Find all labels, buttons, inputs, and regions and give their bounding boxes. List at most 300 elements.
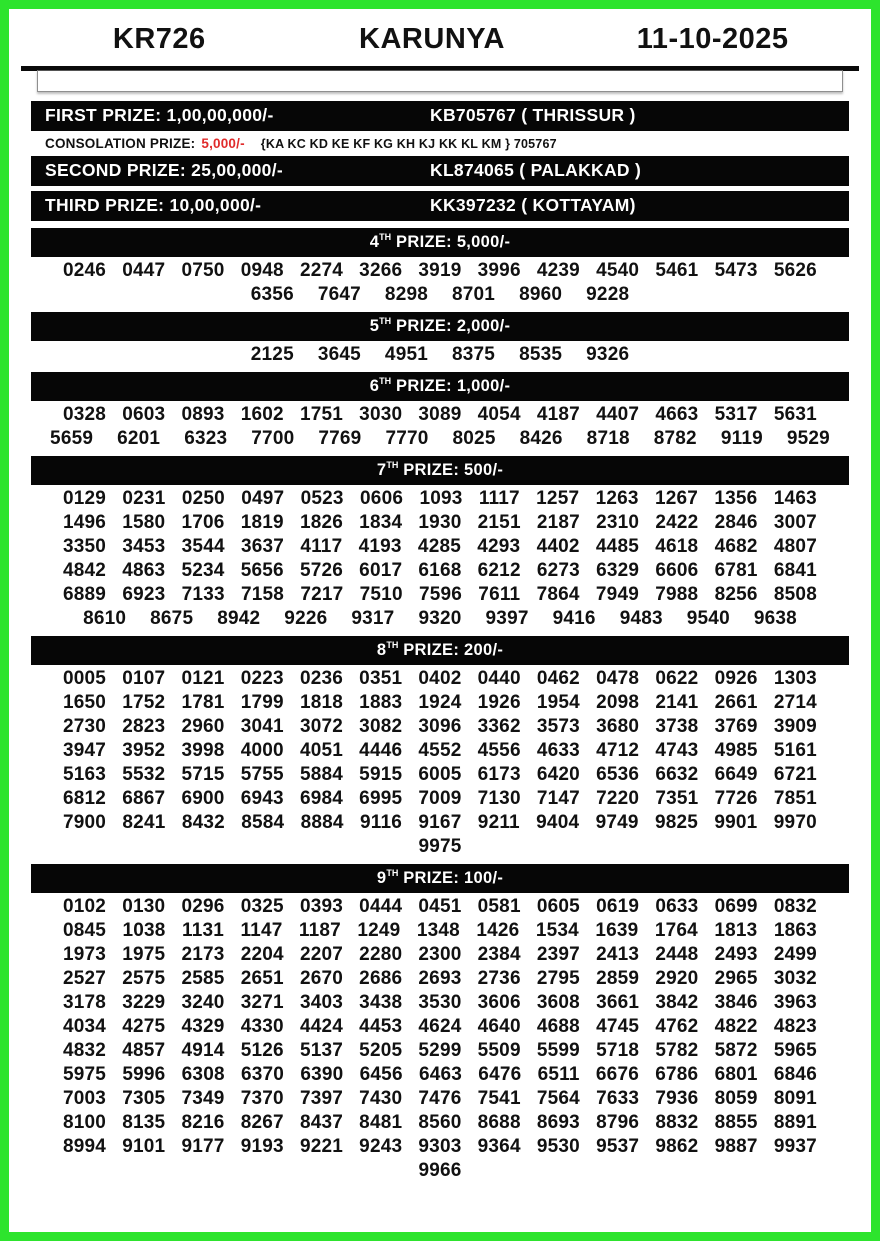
- prize-number: 5317: [714, 404, 758, 425]
- prize-number: 8267: [240, 1112, 284, 1133]
- prize-number: 5965: [773, 1040, 817, 1061]
- prize-number: 1954: [536, 692, 580, 713]
- prize-number: 3530: [418, 992, 462, 1013]
- prize-number: 0107: [122, 668, 166, 689]
- prize-number: 6017: [359, 560, 403, 581]
- prize-number: 5626: [773, 260, 817, 281]
- prize-4th-numbers: [9, 260, 871, 305]
- prize-number: 7936: [655, 1088, 699, 1109]
- prize-number: 7217: [300, 584, 344, 605]
- prize-number: 4633: [536, 740, 580, 761]
- prize-number: 4743: [655, 740, 699, 761]
- prize-number: 3909: [773, 716, 817, 737]
- prize-amount-label: PRIZE: 5,000/-: [391, 233, 511, 251]
- prize-number: 9638: [753, 608, 797, 629]
- prize-number: 6943: [240, 788, 284, 809]
- prize-number: 3738: [655, 716, 699, 737]
- prize-number: 6841: [773, 560, 817, 581]
- prize-number: 2823: [122, 716, 166, 737]
- prize-number: 5872: [714, 1040, 758, 1061]
- prize-5th-banner: [31, 312, 849, 341]
- prize-number-row: [9, 716, 871, 737]
- prize-number: 0845: [63, 920, 107, 941]
- prize-number: 0622: [655, 668, 699, 689]
- prize-number: 1303: [773, 668, 817, 689]
- prize-number: 3573: [536, 716, 580, 737]
- prize-number: 8718: [586, 428, 630, 449]
- prize-number: 0581: [477, 896, 521, 917]
- first-prize-label: FIRST PRIZE: 1,00,00,000/-: [45, 105, 274, 125]
- prize-number: 1826: [299, 512, 344, 533]
- prize-number: 4951: [384, 344, 428, 365]
- prize-number: 6786: [655, 1064, 699, 1085]
- prize-number: 3041: [240, 716, 284, 737]
- prize-number: 1147: [240, 920, 283, 941]
- prize-number: 9537: [596, 1136, 640, 1157]
- prize-number: 9397: [485, 608, 529, 629]
- prize-number: 5163: [63, 764, 107, 785]
- prize-number: 6536: [596, 764, 640, 785]
- prize-amount-label: PRIZE: 2,000/-: [391, 317, 511, 335]
- prize-number-row: [9, 968, 871, 989]
- prize-number-row: [9, 992, 871, 1013]
- prize-number: 8884: [300, 812, 344, 833]
- prize-number: 2204: [240, 944, 284, 965]
- prize-number: 2274: [299, 260, 344, 281]
- header: [9, 9, 871, 62]
- prize-number: 3645: [317, 344, 361, 365]
- prize-number-row: [9, 428, 871, 449]
- prize-number-row: [9, 1136, 871, 1157]
- prize-number: 8091: [773, 1088, 817, 1109]
- consolation-series: {KA KC KD KE KF KG KH KJ KK KL KM } 705767: [260, 137, 557, 151]
- prize-number: 4556: [477, 740, 521, 761]
- prize-number: 9970: [773, 812, 817, 833]
- prize-number: 6606: [655, 560, 699, 581]
- prize-number: 0462: [536, 668, 580, 689]
- draw-date: 11-10-2025: [636, 23, 789, 55]
- prize-number: 7900: [63, 812, 107, 833]
- prize-number: 8508: [773, 584, 817, 605]
- prize-number: 0005: [63, 668, 107, 689]
- prize-9th-numbers: [9, 896, 871, 1181]
- prize-number: 4329: [181, 1016, 225, 1037]
- prize-number: 5532: [122, 764, 166, 785]
- prize-number: 5461: [655, 260, 699, 281]
- prize-number: 7596: [418, 584, 463, 605]
- prize-number-row: [9, 488, 871, 509]
- prize-number: 6273: [536, 560, 580, 581]
- prize-number: 7349: [181, 1088, 225, 1109]
- prize-number: 6781: [714, 560, 758, 581]
- prize-ordinal-suffix: TH: [379, 316, 392, 326]
- prize-number: 2651: [240, 968, 284, 989]
- prize-number: 9221: [299, 1136, 344, 1157]
- prize-number: 5473: [714, 260, 758, 281]
- prize-number: 2736: [477, 968, 521, 989]
- prize-number: 6721: [773, 764, 817, 785]
- prize-number: 0893: [181, 404, 225, 425]
- prize-number: 0231: [122, 488, 166, 509]
- prize-number-row: [9, 1016, 871, 1037]
- prize-number: 7397: [299, 1088, 344, 1109]
- prize-number: 0393: [299, 896, 344, 917]
- prize-6th-banner: [31, 372, 849, 401]
- prize-number: 1781: [181, 692, 225, 713]
- prize-number: 8796: [596, 1112, 640, 1133]
- prize-number: 3362: [477, 716, 521, 737]
- prize-number: 4823: [773, 1016, 817, 1037]
- prize-number: 9975: [418, 836, 462, 857]
- empty-marquee-bar: [37, 70, 843, 92]
- prize-number: 1924: [418, 692, 462, 713]
- prize-number: 6984: [299, 788, 344, 809]
- prize-number: 2693: [418, 968, 462, 989]
- prize-number: 9101: [122, 1136, 166, 1157]
- prize-number: 5755: [240, 764, 284, 785]
- prize-number: 2187: [536, 512, 580, 533]
- prize-number: 2397: [536, 944, 580, 965]
- prize-number: 5234: [181, 560, 225, 581]
- prize-number: 1187: [298, 920, 341, 941]
- prize-number: 1639: [595, 920, 639, 941]
- prize-number: 2585: [181, 968, 225, 989]
- prize-number-row: [9, 608, 871, 629]
- prize-number: 4051: [299, 740, 344, 761]
- prize-ordinal-suffix: TH: [379, 376, 392, 386]
- prize-number: 1263: [595, 488, 639, 509]
- prize-number: 0478: [596, 668, 640, 689]
- prize-number: 1799: [240, 692, 284, 713]
- prize-number: 3072: [299, 716, 344, 737]
- prize-number-row: [9, 560, 871, 581]
- prize-number: 7003: [63, 1088, 107, 1109]
- prize-number: 9416: [552, 608, 596, 629]
- prize-number: 4000: [240, 740, 284, 761]
- prize-number: 8891: [773, 1112, 817, 1133]
- prize-number: 9119: [720, 428, 763, 449]
- prize-number: 0325: [240, 896, 284, 917]
- lottery-name: KARUNYA: [359, 23, 505, 55]
- prize-number: 3998: [181, 740, 225, 761]
- prize-number: 2499: [773, 944, 817, 965]
- prize-number: 4624: [418, 1016, 462, 1037]
- prize-number: 5884: [299, 764, 344, 785]
- prize-number: 1883: [359, 692, 403, 713]
- prize-number: 2098: [596, 692, 640, 713]
- prize-number: 1975: [122, 944, 166, 965]
- prize-number: 4330: [240, 1016, 284, 1037]
- prize-number-row: [9, 1160, 871, 1181]
- prize-amount-label: PRIZE: 1,000/-: [391, 377, 511, 395]
- prize-number: 7305: [122, 1088, 166, 1109]
- prize-number: 7851: [773, 788, 817, 809]
- prize-number: 0605: [536, 896, 580, 917]
- prize-number: 6900: [181, 788, 225, 809]
- prize-number: 1267: [654, 488, 699, 509]
- prize-number: 3608: [536, 992, 580, 1013]
- prize-9th-banner: [31, 864, 849, 893]
- prize-number: 1818: [299, 692, 344, 713]
- prize-number: 8241: [122, 812, 166, 833]
- prize-number: 4712: [596, 740, 640, 761]
- prize-number: 2422: [655, 512, 699, 533]
- prize-number: 1093: [419, 488, 463, 509]
- prize-number: 7700: [251, 428, 295, 449]
- prize-number: 7158: [240, 584, 285, 605]
- prize-number: 4485: [595, 536, 639, 557]
- prize-number: 8375: [452, 344, 496, 365]
- prize-number: 4117: [300, 536, 343, 557]
- prize-number: 5782: [655, 1040, 699, 1061]
- prize-number: 8701: [452, 284, 496, 305]
- prize-number: 7633: [596, 1088, 640, 1109]
- third-prize-winner: KK397232 ( KOTTAYAM): [430, 195, 636, 215]
- prize-number: 6995: [359, 788, 403, 809]
- prize-number: 0832: [773, 896, 817, 917]
- prize-number: 5996: [122, 1064, 166, 1085]
- prize-number: 9226: [284, 608, 328, 629]
- prize-number: 7647: [317, 284, 361, 305]
- prize-number: 4688: [536, 1016, 580, 1037]
- prize-number: 3661: [596, 992, 640, 1013]
- prize-number: 3544: [181, 536, 225, 557]
- prize-number: 4762: [655, 1016, 699, 1037]
- prize-number: 6212: [477, 560, 521, 581]
- prize-7th-banner: [31, 456, 849, 485]
- prize-number: 2280: [359, 944, 403, 965]
- prize-number: 5715: [181, 764, 225, 785]
- prize-number: 3007: [773, 512, 817, 533]
- prize-number: 0926: [714, 668, 758, 689]
- prize-number: 3637: [240, 536, 285, 557]
- prize-number: 0121: [181, 668, 225, 689]
- prize-number: 6676: [595, 1064, 639, 1085]
- prize-number: 1257: [536, 488, 580, 509]
- prize-amount-label: PRIZE: 200/-: [398, 641, 504, 659]
- prize-number: 4193: [358, 536, 402, 557]
- prize-number: 6456: [359, 1064, 403, 1085]
- prize-number: 9193: [240, 1136, 284, 1157]
- prize-number: 5718: [596, 1040, 640, 1061]
- prize-number: 1819: [240, 512, 284, 533]
- prize-number: 4407: [596, 404, 640, 425]
- prize-number: 0246: [63, 260, 107, 281]
- prize-number: 2300: [418, 944, 462, 965]
- prize-number: 4640: [477, 1016, 521, 1037]
- prize-number: 9887: [714, 1136, 758, 1157]
- prize-number: 0296: [181, 896, 225, 917]
- prize-number: 8693: [536, 1112, 580, 1133]
- prize-number: 1834: [359, 512, 403, 533]
- prize-number: 8298: [384, 284, 428, 305]
- prize-number: 1764: [654, 920, 698, 941]
- prize-ordinal: 7: [376, 461, 387, 479]
- prize-number: 4663: [655, 404, 699, 425]
- prize-8th-numbers: [9, 668, 871, 857]
- prize-number: 6801: [714, 1064, 758, 1085]
- prize-sections: [9, 228, 871, 1181]
- prize-number: 4540: [596, 260, 640, 281]
- prize-number: 9243: [359, 1136, 403, 1157]
- prize-number: 6889: [63, 584, 107, 605]
- prize-number: 0250: [181, 488, 225, 509]
- prize-number: 2960: [181, 716, 225, 737]
- prize-number: 9326: [586, 344, 630, 365]
- prize-number: 2141: [655, 692, 699, 713]
- prize-4th-banner: [31, 228, 849, 257]
- prize-number: 2125: [250, 344, 294, 365]
- prize-number: 8584: [241, 812, 285, 833]
- prize-number: 9320: [418, 608, 462, 629]
- prize-number: 3680: [596, 716, 640, 737]
- prize-number: 9303: [418, 1136, 462, 1157]
- prize-number-row: [9, 1040, 871, 1061]
- prize-number: 9364: [477, 1136, 521, 1157]
- prize-number-row: [9, 1088, 871, 1109]
- prize-number: 2714: [773, 692, 817, 713]
- prize-number: 8782: [653, 428, 697, 449]
- prize-number: 7130: [477, 788, 521, 809]
- prize-number: 3271: [240, 992, 284, 1013]
- prize-number: 1580: [122, 512, 166, 533]
- prize-number: 7009: [418, 788, 462, 809]
- prize-number: 2151: [477, 512, 521, 533]
- prize-number-row: [9, 692, 871, 713]
- prize-number: 4424: [299, 1016, 344, 1037]
- prize-number: 7370: [240, 1088, 284, 1109]
- prize-number: 3842: [655, 992, 699, 1013]
- prize-number: 6923: [122, 584, 166, 605]
- prize-number-row: [9, 944, 871, 965]
- prize-number: 4402: [536, 536, 580, 557]
- prize-number: 1650: [63, 692, 107, 713]
- prize-number: 2527: [63, 968, 107, 989]
- prize-number: 7564: [536, 1088, 580, 1109]
- prize-number: 7133: [181, 584, 225, 605]
- prize-number: 6323: [184, 428, 228, 449]
- prize-number: 7510: [359, 584, 403, 605]
- prize-number: 6463: [418, 1064, 463, 1085]
- prize-number: 8535: [519, 344, 563, 365]
- prize-number: 3606: [477, 992, 521, 1013]
- prize-number: 3769: [714, 716, 758, 737]
- prize-number: 7949: [595, 584, 639, 605]
- prize-number: 2730: [63, 716, 107, 737]
- prize-number: 2686: [359, 968, 403, 989]
- prize-number: 6201: [117, 428, 161, 449]
- prize-number: 3240: [181, 992, 225, 1013]
- prize-number-row: [9, 668, 871, 689]
- prize-ordinal: 8: [376, 641, 387, 659]
- prize-number: 0328: [63, 404, 107, 425]
- prize-number-row: [9, 344, 871, 365]
- prize-number: 6390: [300, 1064, 344, 1085]
- prize-number: 4034: [63, 1016, 107, 1037]
- prize-number: 9862: [655, 1136, 699, 1157]
- prize-number: 0130: [122, 896, 166, 917]
- prize-number: 6329: [596, 560, 640, 581]
- prize-number: 0351: [359, 668, 403, 689]
- consolation-label: CONSOLATION PRIZE:: [45, 136, 196, 151]
- prize-number: 0523: [300, 488, 344, 509]
- prize-number: 4985: [714, 740, 758, 761]
- prize-number: 8960: [519, 284, 563, 305]
- prize-number: 0603: [122, 404, 166, 425]
- prize-number: 6420: [536, 764, 580, 785]
- prize-number: 2670: [299, 968, 344, 989]
- prize-number: 6173: [477, 764, 521, 785]
- prize-number: 9317: [351, 608, 395, 629]
- prize-ordinal-suffix: TH: [386, 460, 399, 470]
- prize-number: 6632: [655, 764, 699, 785]
- prize-number: 1813: [714, 920, 758, 941]
- prize-number: 0444: [359, 896, 403, 917]
- prize-number: 0948: [240, 260, 284, 281]
- prize-number: 5726: [299, 560, 344, 581]
- prize-number: 6005: [418, 764, 462, 785]
- prize-number: 6356: [250, 284, 294, 305]
- prize-number: 4618: [655, 536, 699, 557]
- prize-number: 6511: [537, 1064, 580, 1085]
- prize-number: 3178: [63, 992, 107, 1013]
- prize-number: 1930: [418, 512, 462, 533]
- prize-number: 8855: [714, 1112, 758, 1133]
- prize-number: 8675: [150, 608, 194, 629]
- prize-number: 2859: [596, 968, 640, 989]
- prize-number: 5915: [359, 764, 403, 785]
- prize-number-row: [9, 284, 871, 305]
- prize-number: 2661: [714, 692, 758, 713]
- prize-number: 5599: [536, 1040, 580, 1061]
- first-prize-banner: [31, 101, 849, 131]
- prize-7th-numbers: [9, 488, 871, 629]
- prize-number-row: [9, 896, 871, 917]
- prize-number: 1348: [416, 920, 460, 941]
- prize-number: 9116: [360, 812, 403, 833]
- prize-number: 8942: [217, 608, 261, 629]
- prize-number: 3963: [773, 992, 817, 1013]
- prize-number: 6649: [714, 764, 758, 785]
- prize-number: 5631: [773, 404, 817, 425]
- third-prize-label: THIRD PRIZE: 10,00,000/-: [45, 195, 262, 215]
- prize-number: 0497: [241, 488, 285, 509]
- prize-number-row: [9, 812, 871, 833]
- prize-number: 6308: [181, 1064, 225, 1085]
- prize-number: 3919: [418, 260, 462, 281]
- prize-number: 2448: [655, 944, 699, 965]
- prize-number: 8135: [122, 1112, 166, 1133]
- prize-number: 7476: [418, 1088, 462, 1109]
- consolation-prize-row: [31, 136, 849, 151]
- prize-number-row: [9, 1112, 871, 1133]
- prize-number: 9937: [773, 1136, 817, 1157]
- prize-number: 7430: [359, 1088, 403, 1109]
- prize-number: 3846: [714, 992, 758, 1013]
- prize-number: 5659: [50, 428, 94, 449]
- prize-number: 0129: [63, 488, 107, 509]
- prize-number: 8100: [63, 1112, 107, 1133]
- prize-number: 1356: [714, 488, 758, 509]
- prize-number: 9966: [418, 1160, 462, 1181]
- prize-number: 0440: [477, 668, 521, 689]
- prize-number: 4863: [122, 560, 166, 581]
- prize-number: 6476: [478, 1064, 522, 1085]
- prize-number-row: [9, 260, 871, 281]
- prize-number: 9177: [181, 1136, 225, 1157]
- prize-number: 1534: [535, 920, 579, 941]
- third-prize-banner: [31, 191, 849, 221]
